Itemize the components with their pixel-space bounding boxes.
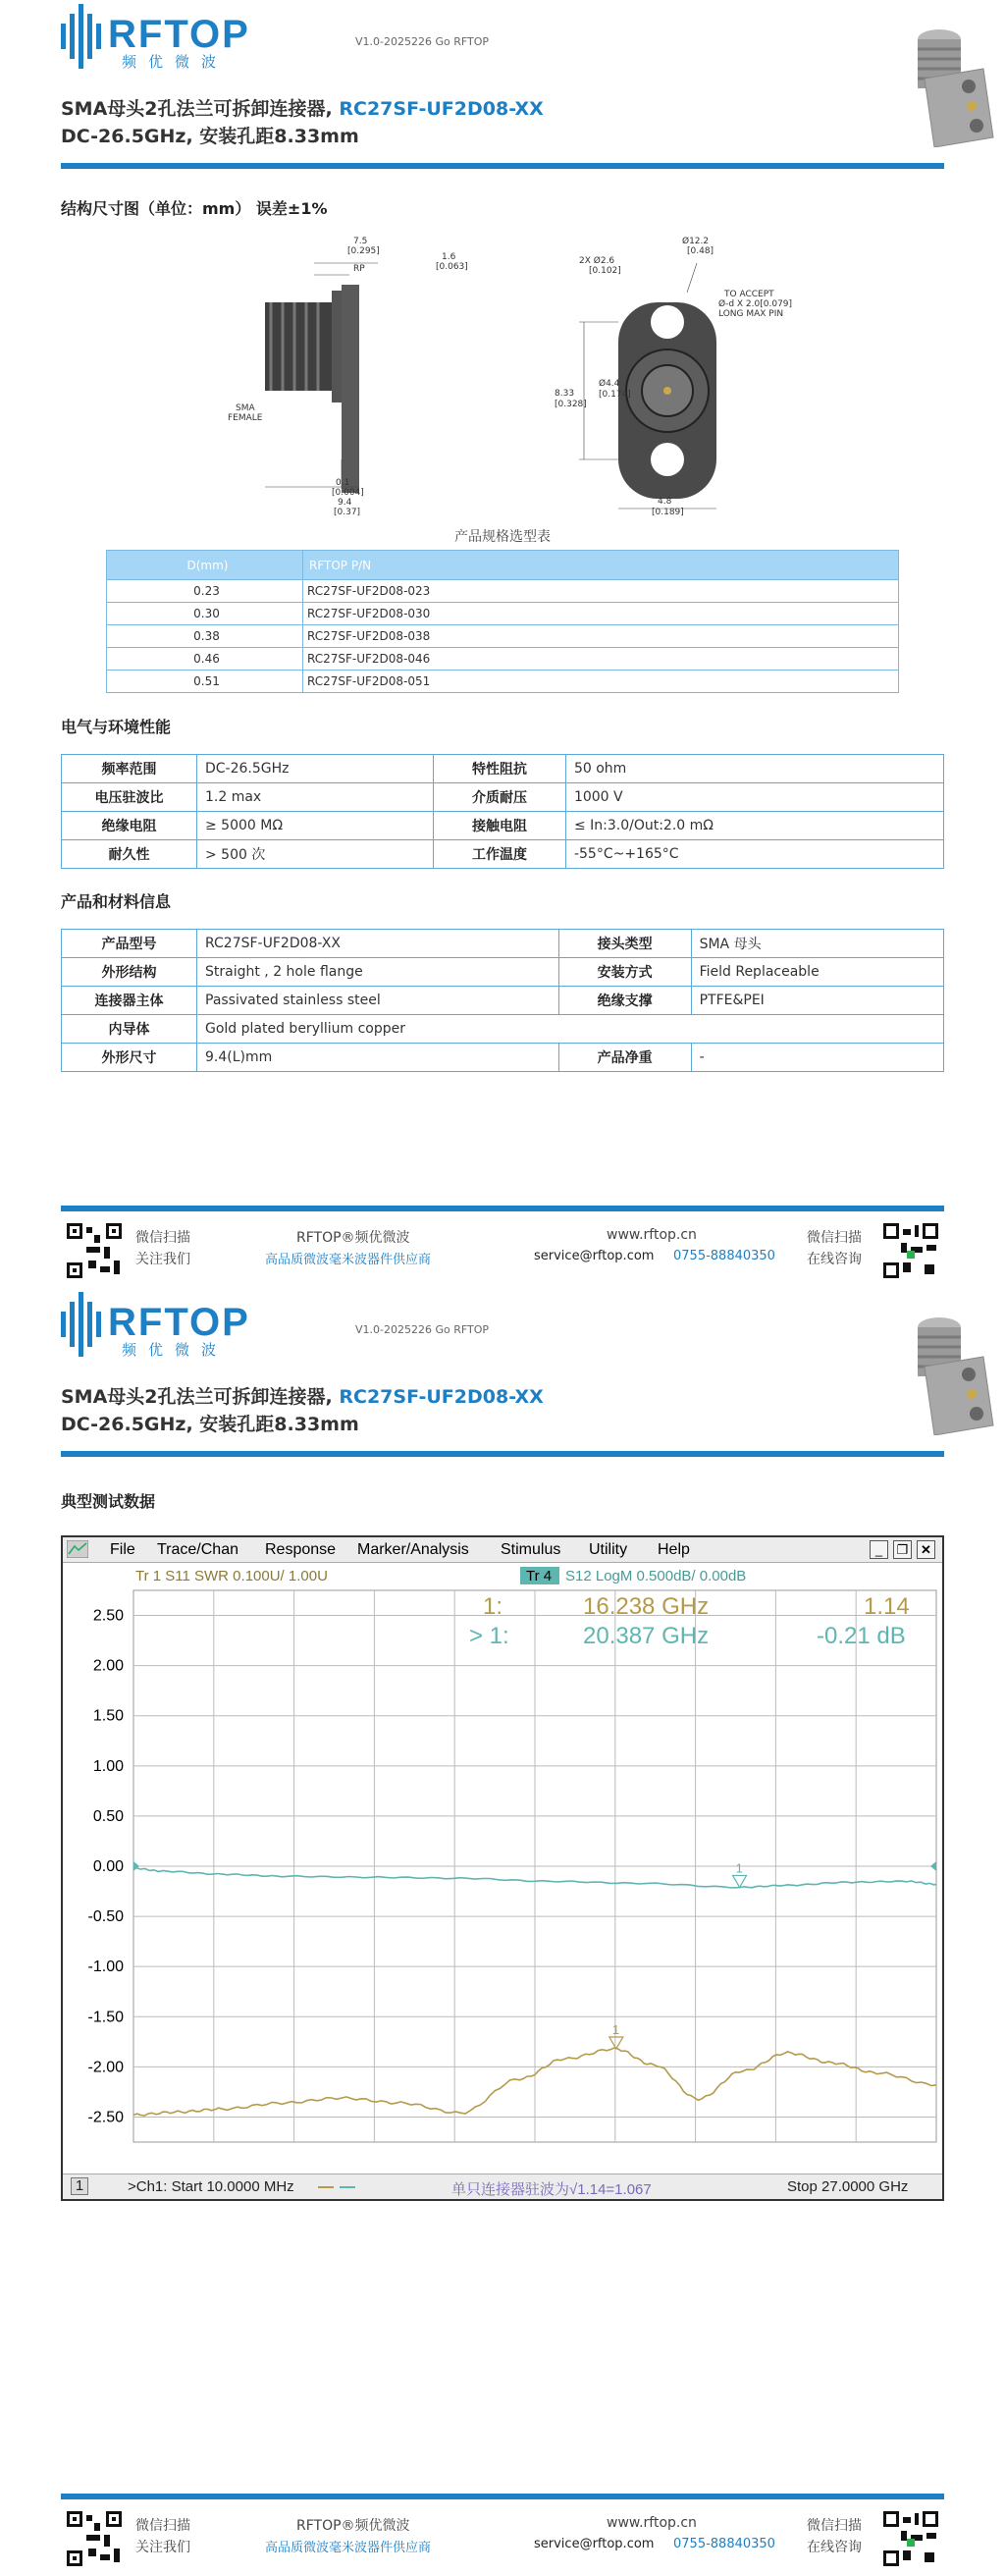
spec-label: 工作温度 [433, 840, 565, 869]
table-row [62, 783, 944, 812]
marker-1-swr-icon [609, 2037, 623, 2049]
spec-label: 内导体 [62, 1015, 197, 1044]
footer-divider [61, 1206, 944, 1211]
svg-text:RP: RP [353, 264, 365, 274]
footer-scan-text: 关注我们 [135, 2540, 190, 2555]
table-cell: 0.38 [107, 625, 303, 648]
qr-code-icon [881, 1221, 940, 1280]
column-header: RFTOP P/N [303, 551, 899, 580]
qr-code-icon [65, 2509, 124, 2568]
spec-value: Gold plated beryllium copper [197, 1015, 944, 1044]
app-icon [67, 1540, 88, 1558]
svg-text:1.6: 1.6 [442, 252, 456, 262]
table-row [62, 1044, 944, 1072]
table-row [107, 671, 899, 693]
stop-frequency: Stop 27.0000 GHz [787, 2178, 909, 2195]
swr-legend-swatch [318, 2186, 334, 2188]
table-row [62, 812, 944, 840]
spec-value: 50 ohm [565, 755, 943, 783]
measurement-chart [63, 1563, 942, 2152]
header-divider [61, 163, 944, 169]
spec-value: SMA 母头 [691, 930, 943, 958]
spec-label: 特性阻抗 [433, 755, 565, 783]
restore-icon[interactable]: ❐ [893, 1540, 912, 1559]
footer-email[interactable]: service@rftop.com [534, 2537, 655, 2551]
menu-item-stimulus[interactable]: Stimulus [501, 1541, 561, 1558]
page-header [61, 0, 944, 167]
drawing-section-title: 结构尺寸图（单位：mm） 误差±1% [61, 199, 328, 218]
svg-text:7.5: 7.5 [353, 237, 368, 246]
menu-item-help[interactable]: Help [658, 1541, 690, 1558]
product-image [885, 20, 1003, 147]
svg-text:Ø12.2: Ø12.2 [682, 237, 710, 246]
test-section-title: 典型测试数据 [61, 1492, 156, 1511]
svg-text:[0.004]: [0.004] [332, 488, 364, 498]
rftop-logo [61, 0, 287, 75]
menu-item-response[interactable]: Response [265, 1541, 337, 1558]
trace4-label: S12 LogM 0.500dB/ 0.00dB [565, 1568, 747, 1584]
table-cell: 0.51 [107, 671, 303, 693]
svg-text:频优微波: 频优微波 [122, 53, 229, 71]
table-row [107, 603, 899, 625]
spec-value: ≥ 5000 MΩ [197, 812, 434, 840]
spec-label: 接触电阻 [433, 812, 565, 840]
menu-item-utility[interactable]: Utility [589, 1541, 628, 1558]
svg-text:[0.295]: [0.295] [347, 246, 380, 256]
table-cell: RC27SF-UF2D08-023 [303, 580, 899, 603]
footer-scan-text: 关注我们 [135, 1252, 190, 1267]
spec-value: Straight , 2 hole flange [197, 958, 559, 987]
start-frequency: >Ch1: Start 10.0000 MHz [128, 2178, 294, 2195]
svg-text:SMA: SMA [236, 403, 255, 413]
marker1-label: 1: [483, 1593, 503, 1620]
menu-item-file[interactable]: File [110, 1541, 135, 1558]
svg-text:[0.37]: [0.37] [334, 508, 361, 517]
minimize-icon[interactable]: _ [870, 1540, 888, 1559]
footer-scan-text: 在线咨询 [807, 2540, 862, 2555]
svg-text:[0.48]: [0.48] [687, 246, 714, 256]
svg-text:2X Ø2.6: 2X Ø2.6 [579, 256, 615, 266]
table-row [107, 648, 899, 671]
spec-label: 接头类型 [558, 930, 691, 958]
channel-number: 1 [71, 2177, 88, 2195]
svg-text:[0.102]: [0.102] [589, 266, 621, 276]
table-row [62, 930, 944, 958]
table-cell: RC27SF-UF2D08-051 [303, 671, 899, 693]
column-header: D(mm) [107, 551, 303, 580]
vna-status-bar [63, 2174, 942, 2199]
spec-value: Passivated stainless steel [197, 987, 559, 1015]
table-row [107, 580, 899, 603]
spec-value: PTFE&PEI [691, 987, 943, 1015]
selection-table [106, 550, 899, 693]
svg-text:[0.328]: [0.328] [555, 400, 587, 409]
table-row [62, 987, 944, 1015]
table-row [62, 1015, 944, 1044]
y-tick-label: -1.00 [87, 1959, 124, 1976]
svg-text:Ø-d X 2.0[0.079]: Ø-d X 2.0[0.079] [718, 299, 793, 309]
spec-value: -55°C~+165°C [565, 840, 943, 869]
spec-label: 产品净重 [558, 1044, 691, 1072]
spec-value: 1000 V [565, 783, 943, 812]
svg-text:[0.189]: [0.189] [652, 508, 684, 517]
table-cell: RC27SF-UF2D08-046 [303, 648, 899, 671]
spec-value: Field Replaceable [691, 958, 943, 987]
materials-section-title: 产品和材料信息 [61, 892, 172, 911]
footer-website[interactable]: www.rftop.cn [607, 2515, 697, 2531]
table-row [62, 840, 944, 869]
qr-code-icon [881, 2509, 940, 2568]
reference-marker-right [930, 1861, 936, 1871]
footer-company: RFTOP®频优微波 [296, 2518, 410, 2534]
version-text: V1.0-2025226 Go RFTOP [355, 35, 490, 48]
table-row [62, 958, 944, 987]
footer-scan-text: 微信扫描 [135, 2518, 190, 2534]
spec-label: 外形尺寸 [62, 1044, 197, 1072]
table-row [107, 625, 899, 648]
footer-divider [61, 2494, 944, 2499]
table-row [62, 755, 944, 783]
page-subtitle: DC-26.5GHz, 安装孔距8.33mm [61, 126, 359, 147]
dimension-drawing [167, 224, 805, 518]
page-subtitle: DC-26.5GHz, 安装孔距8.33mm [61, 1414, 359, 1435]
vna-plot-area [63, 1563, 942, 2174]
footer-phone: 0755-88840350 [673, 2537, 775, 2551]
svg-text:4.8: 4.8 [658, 497, 672, 507]
y-tick-label: -0.50 [87, 1908, 124, 1926]
page-footer [61, 2505, 944, 2574]
close-icon[interactable]: ✕ [917, 1540, 935, 1559]
marker2-label: > 1: [469, 1623, 509, 1649]
footer-scan-text: 微信扫描 [807, 1230, 862, 1246]
footer-website[interactable]: www.rftop.cn [607, 1227, 697, 1243]
spec-label: 频率范围 [62, 755, 197, 783]
svg-text:LONG MAX PIN: LONG MAX PIN [718, 309, 784, 319]
vswr-note: 单只连接器驻波为√1.14=1.067 [451, 2181, 652, 2198]
y-tick-label: 1.00 [92, 1757, 124, 1775]
footer-slogan: 高品质微波毫米波器件供应商 [265, 1253, 432, 1267]
reference-marker-left [133, 1861, 139, 1871]
footer-scan-text: 微信扫描 [807, 2518, 862, 2534]
svg-text:频优微波: 频优微波 [122, 1341, 229, 1359]
svg-text:RFTOP: RFTOP [108, 13, 250, 56]
table-header-row [107, 551, 899, 580]
marker2-value: -0.21 dB [817, 1623, 906, 1649]
table-cell: RC27SF-UF2D08-038 [303, 625, 899, 648]
footer-scan-text: 微信扫描 [135, 1230, 190, 1246]
svg-text:0.1: 0.1 [336, 478, 350, 488]
table-cell: 0.30 [107, 603, 303, 625]
spec-value: - [691, 1044, 943, 1072]
spec-label: 电压驻波比 [62, 783, 197, 812]
marker2-freq: 20.387 GHz [583, 1623, 710, 1649]
table-cell: 0.46 [107, 648, 303, 671]
y-tick-label: -2.50 [87, 2109, 124, 2126]
marker-1-s12-tag: 1 [735, 1860, 743, 1876]
svg-text:[0.063]: [0.063] [436, 262, 468, 272]
spec-value: ≤ In:3.0/Out:2.0 mΩ [565, 812, 943, 840]
spec-label: 产品型号 [62, 930, 197, 958]
spec-label: 耐久性 [62, 840, 197, 869]
spec-value: 9.4(L)mm [197, 1044, 559, 1072]
footer-slogan: 高品质微波毫米波器件供应商 [265, 2541, 432, 2555]
tr4-badge-text: Tr 4 [526, 1568, 553, 1584]
svg-text:9.4: 9.4 [338, 498, 352, 508]
marker1-value: 1.14 [864, 1593, 910, 1620]
s12-legend-swatch [340, 2186, 355, 2188]
vna-menu-bar [63, 1537, 942, 1563]
page-title: SMA母头2孔法兰可拆卸连接器, RC27SF-UF2D08-XX [61, 1386, 544, 1408]
materials-table [61, 929, 944, 1072]
y-tick-label: -1.50 [87, 2009, 124, 2026]
version-text: V1.0-2025226 Go RFTOP [355, 1323, 490, 1336]
page-header [61, 1288, 944, 1455]
svg-text:TO ACCEPT: TO ACCEPT [724, 290, 774, 299]
header-divider [61, 1451, 944, 1457]
y-tick-label: -2.00 [87, 2059, 124, 2076]
electrical-section-title: 电气与环境性能 [61, 718, 172, 736]
marker1-freq: 16.238 GHz [583, 1593, 710, 1620]
spec-value: DC-26.5GHz [197, 755, 434, 783]
y-tick-label: 0.50 [92, 1807, 124, 1825]
spec-label: 介质耐压 [433, 783, 565, 812]
trace1-label: Tr 1 S11 SWR 0.100U/ 1.00U [135, 1568, 328, 1584]
footer-phone: 0755-88840350 [673, 1249, 775, 1263]
svg-text:FEMALE: FEMALE [228, 413, 263, 423]
menu-item-trace-chan[interactable]: Trace/Chan [157, 1541, 238, 1558]
table-cell: 0.23 [107, 580, 303, 603]
spec-label: 绝缘支撑 [558, 987, 691, 1015]
table-cell: RC27SF-UF2D08-030 [303, 603, 899, 625]
qr-code-icon [65, 1221, 124, 1280]
product-image [885, 1308, 1003, 1435]
electrical-table [61, 754, 944, 869]
vna-window [61, 1535, 944, 2201]
spec-label: 安装方式 [558, 958, 691, 987]
footer-email[interactable]: service@rftop.com [534, 1249, 655, 1263]
rftop-logo [61, 1288, 287, 1363]
spec-label: 连接器主体 [62, 987, 197, 1015]
menu-item-marker-analysis[interactable]: Marker/Analysis [357, 1541, 469, 1558]
spec-label: 外形结构 [62, 958, 197, 987]
y-tick-label: 1.50 [92, 1707, 124, 1725]
y-tick-label: 2.00 [92, 1657, 124, 1675]
svg-text:[0.174]: [0.174] [599, 390, 631, 400]
spec-value: 1.2 max [197, 783, 434, 812]
spec-label: 绝缘电阻 [62, 812, 197, 840]
svg-text:RFTOP: RFTOP [108, 1301, 250, 1344]
footer-company: RFTOP®频优微波 [296, 1230, 410, 1246]
footer-scan-text: 在线咨询 [807, 1252, 862, 1267]
spec-value: RC27SF-UF2D08-XX [197, 930, 559, 958]
svg-text:Ø4.4: Ø4.4 [599, 379, 620, 389]
marker-1-swr-tag: 1 [611, 2021, 620, 2037]
spec-value: > 500 次 [197, 840, 434, 869]
y-axis-ticks [88, 1608, 125, 2126]
y-tick-label: 2.50 [92, 1607, 124, 1625]
page-title: SMA母头2孔法兰可拆卸连接器, RC27SF-UF2D08-XX [61, 98, 544, 120]
svg-text:8.33: 8.33 [555, 389, 575, 399]
marker-1-s12-icon [733, 1875, 747, 1887]
selection-table-title: 产品规格选型表 [454, 529, 551, 545]
page-footer [61, 1217, 944, 1286]
y-tick-label: 0.00 [92, 1858, 124, 1875]
